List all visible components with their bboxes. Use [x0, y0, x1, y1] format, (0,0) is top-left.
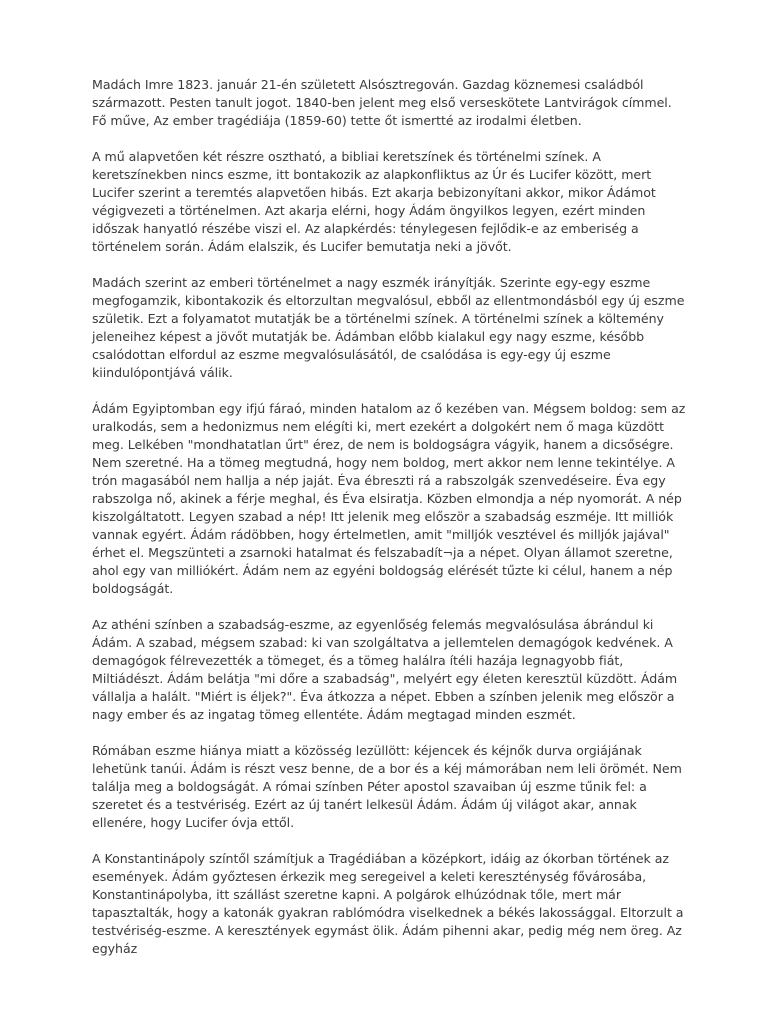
document-page — [92, 76, 688, 976]
paragraph-constantinople: A Konstantinápoly színtől számítjuk a Tragédiában a középkort, idáig az ókorban történek az események. Ádám győztesen érkezik meg seregeivel a keleti kereszténység fővárosába, Konstantinápolyba, itt szállást szeretne kapni. A polgárok elhúzódnak tőle, mert már tapasztalták, hogy a katonák gyakran rablómódra viselkednek a békés lakossággal. Eltorzult a testvériség-eszme. A keresztények egymást ölik. Ádám pihenni akar, pedig még nem öreg. Az egyház — [92, 851, 684, 956]
paragraph-biography: Madách Imre 1823. január 21-én született Alsósztregován. Gazdag köznemesi családból származott. Pesten tanult jogot. 1840-ben jelent meg első verseskötete Lantvirágok címmel. Fő műve, Az ember tragédiája (1859-60) tette őt ismertté az irodalmi életben. — [92, 77, 672, 128]
paragraph-athens: Az athéni színben a szabadság-eszme, az egyenlőség felemás megvalósulása ábrándul ki Ádám. A szabad, mégsem szabad: ki van szolgáltatva a jellemtelen demagógok kedvének. A demagógok félrevezették a tömeget, és a tömeg halálra ítéli hazája legnagyobb fiát, Miltiádészt. Ádám belátja "mi dőre a szabadság", melyért egy életen keresztül küzdött. Ádám vállalja a halált. "Miért is éljek?". Éva átkozza a népet. Ebben a színben jelenik meg először a nagy ember és az ingatag tömeg ellentéte. Ádám megtagad minden eszmét. — [92, 617, 678, 722]
paragraph-ideas: Madách szerint az emberi történelmet a nagy eszmék irányítják. Szerinte egy-egy eszme megfogamzik, kibontakozik és eltorzultan megvalósul, ebből az ellentmondásból egy új eszme születik. Ezt a folyamatot mutatják be a történelmi színek. A történelmi színek a költemény jeleneihez képest a jövőt mutatják be. Ádámban előbb kialakul egy nagy eszme, később csalódottan elfordul az eszme megvalósulásától, de csalódása is egy-egy új eszme kiindulópontjává válik. — [92, 275, 685, 380]
paragraph-rome: Rómában eszme hiánya miatt a közösség lezüllött: kéjencek és kéjnők durva orgiájának lehetünk tanúi. Ádám is részt vesz benne, de a bor és a kéj mámorában nem leli örömét. Nem találja meg a boldogságát. A római színben Péter apostol szavaiban új eszme tűnik fel: a szeretet és a testvériség. Ezért az új tanért lelkesül Ádám. Ádám új világot akar, annak ellenére, hogy Lucifer óvja ettől. — [92, 743, 682, 830]
paragraph-egypt: Ádám Egyiptomban egy ifjú fáraó, minden hatalom az ő kezében van. Mégsem boldog: sem az uralkodás, sem a hedonizmus nem elégíti ki, mert ezekért a dolgokért nem ő maga küzdött meg. Lelkében "mondhatatlan űrt" érez, de nem is boldogságra vágyik, hanem a dicsőségre. Nem szeretné. Ha a tömeg megtudná, hogy nem boldog, mert akkor nem lenne tekintélye. A trón magasából nem hallja a nép jaját. Éva ébreszti rá a rabszolgák szenvedéseire. Éva egy rabszolga nő, akinek a férje meghal, és Éva elsiratja. Közben elmondja a nép nyomorát. A nép kiszolgáltatott. Legyen szabad a nép! Itt jelenik meg először a szabadság eszméje. Itt milliók vannak egyért. Ádám rádöbben, hogy értelmetlen, amit "milljók vesztével és milljók jajával" érhet el. Megszünteti a zsarnoki hatalmat és felszabadít¬ja a népet. Olyan államot szeretne, ahol egy van milliókért. Ádám nem az egyéni boldogság elérését tűzte ki célul, hanem a nép boldogságát. — [92, 401, 686, 596]
paragraph-structure: A mű alapvetően két részre osztható, a bibliai keretszínek és történelmi színek. A keretszínekben nincs eszme, itt bontakozik az alapkonfliktus az Úr és Lucifer között, mert Lucifer szerint a teremtés alapvetően hibás. Ezt akarja bebizonyítani akkor, mikor Ádámot végigvezeti a történelmen. Azt akarja elérni, hogy Ádám öngyilkos legyen, ezért minden időszak hanyatló részébe viszi el. Az alapkérdés: ténylegesen fejlődik-e az emberiség a történelem során. Ádám elalszik, és Lucifer bemutatja neki a jövőt. — [92, 149, 656, 254]
